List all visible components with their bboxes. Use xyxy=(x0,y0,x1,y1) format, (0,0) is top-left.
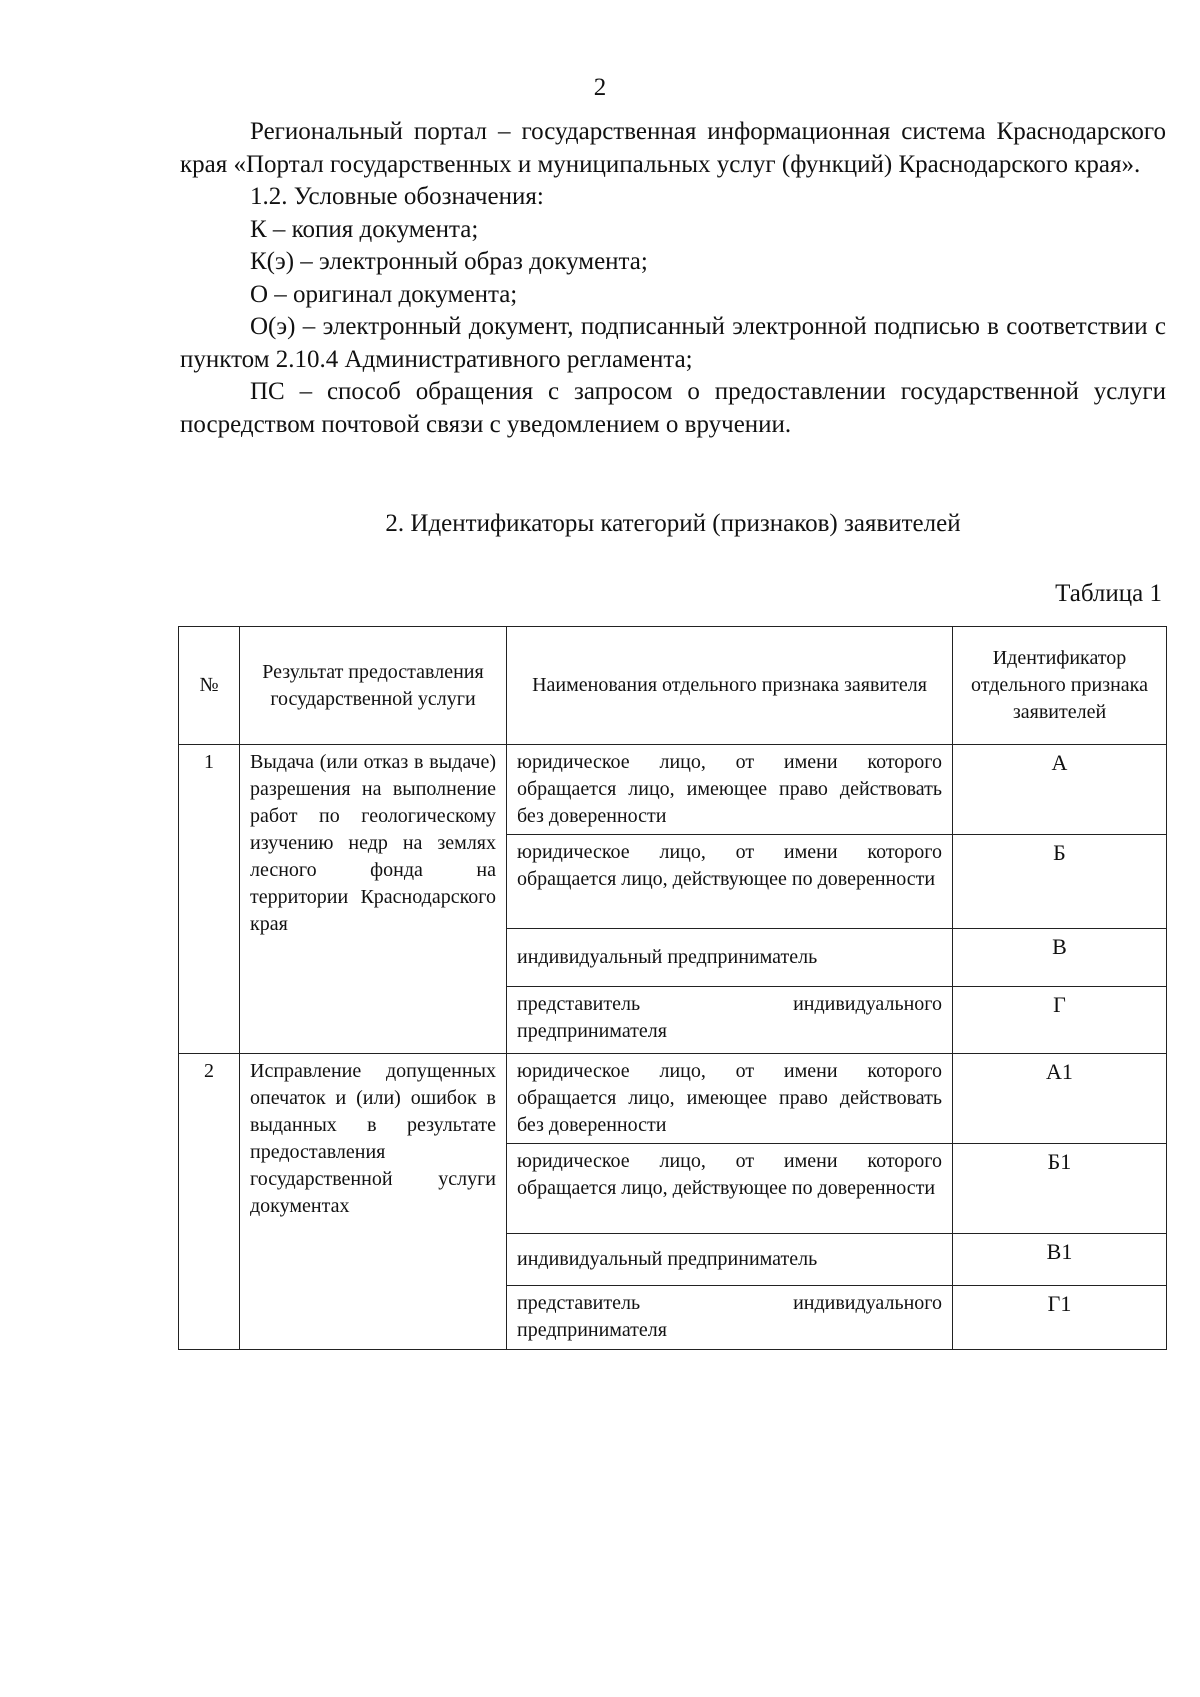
header-num: № xyxy=(179,627,240,745)
applicant-attribute: юридическое лицо, от имени которого обращается лицо, имеющее право действовать без доверенности xyxy=(507,745,953,835)
applicant-identifier: А1 xyxy=(953,1054,1167,1144)
applicant-identifier: Г xyxy=(953,987,1167,1054)
applicant-identifiers-table xyxy=(178,626,1167,1350)
applicant-attribute: юридическое лицо, от имени которого обращается лицо, действующее по доверенности xyxy=(507,1144,953,1234)
table-row xyxy=(179,745,1167,835)
page-number: 2 xyxy=(593,74,607,101)
row-number: 1 xyxy=(179,745,240,1054)
table-row xyxy=(179,1054,1167,1144)
applicant-identifier: Б xyxy=(953,835,1167,929)
paragraph-legend-ps: ПС – способ обращения с запросом о предоставлении государственной услуги посредством почтовой связи с уведомлением о вручении. xyxy=(180,378,1166,438)
table-caption: Таблица 1 xyxy=(1055,580,1162,607)
applicant-attribute: представитель индивидуального предпринимателя xyxy=(507,987,953,1054)
table-header-row xyxy=(179,627,1167,745)
row-result: Исправление допущенных опечаток и (или) ошибок в выданных в результате предоставления государственной услуги документах xyxy=(240,1054,507,1350)
header-id: Идентификатор отдельного признака заявителей xyxy=(953,627,1167,745)
applicant-attribute: представитель индивидуального предпринимателя xyxy=(507,1286,953,1350)
applicant-identifier: А xyxy=(953,745,1167,835)
applicant-identifier: Б1 xyxy=(953,1144,1167,1234)
applicant-attribute: юридическое лицо, от имени которого обращается лицо, действующее по доверенности xyxy=(507,835,953,929)
header-name: Наименования отдельного признака заявителя xyxy=(507,627,953,745)
applicant-identifier: В1 xyxy=(953,1234,1167,1286)
applicant-attribute: индивидуальный предприниматель xyxy=(507,929,953,987)
intro-text xyxy=(180,116,1166,441)
paragraph-legend-k: К – копия документа; xyxy=(250,215,479,243)
row-number: 2 xyxy=(179,1054,240,1350)
header-result: Результат предоставления государственной услуги xyxy=(240,627,507,745)
row-result: Выдача (или отказ в выдаче) разрешения на выполнение работ по геологическому изучению недр на землях лесного фонда на территории Краснодарского края xyxy=(240,745,507,1054)
applicant-identifier: Г1 xyxy=(953,1286,1167,1350)
paragraph-regional-portal: Региональный портал – государственная информационная система Краснодарского края «Портал государственных и муниципальных услуг (функций) Краснодарского края». xyxy=(180,118,1166,178)
paragraph-legend-o: О – оригинал документа; xyxy=(250,280,518,308)
applicant-identifier: В xyxy=(953,929,1167,987)
paragraph-legend-heading: 1.2. Условные обозначения: xyxy=(250,183,544,210)
paragraph-legend-ke: К(э) – электронный образ документа; xyxy=(250,248,648,275)
paragraph-legend-oe: О(э) – электронный документ, подписанный электронной подписью в соответствии с пунктом 2.10.4 Административного регламента; xyxy=(180,313,1166,373)
applicant-attribute: индивидуальный предприниматель xyxy=(507,1234,953,1286)
section-title: 2. Идентификаторы категорий (признаков) заявителей xyxy=(385,510,961,537)
applicant-attribute: юридическое лицо, от имени которого обращается лицо, имеющее право действовать без доверенности xyxy=(507,1054,953,1144)
